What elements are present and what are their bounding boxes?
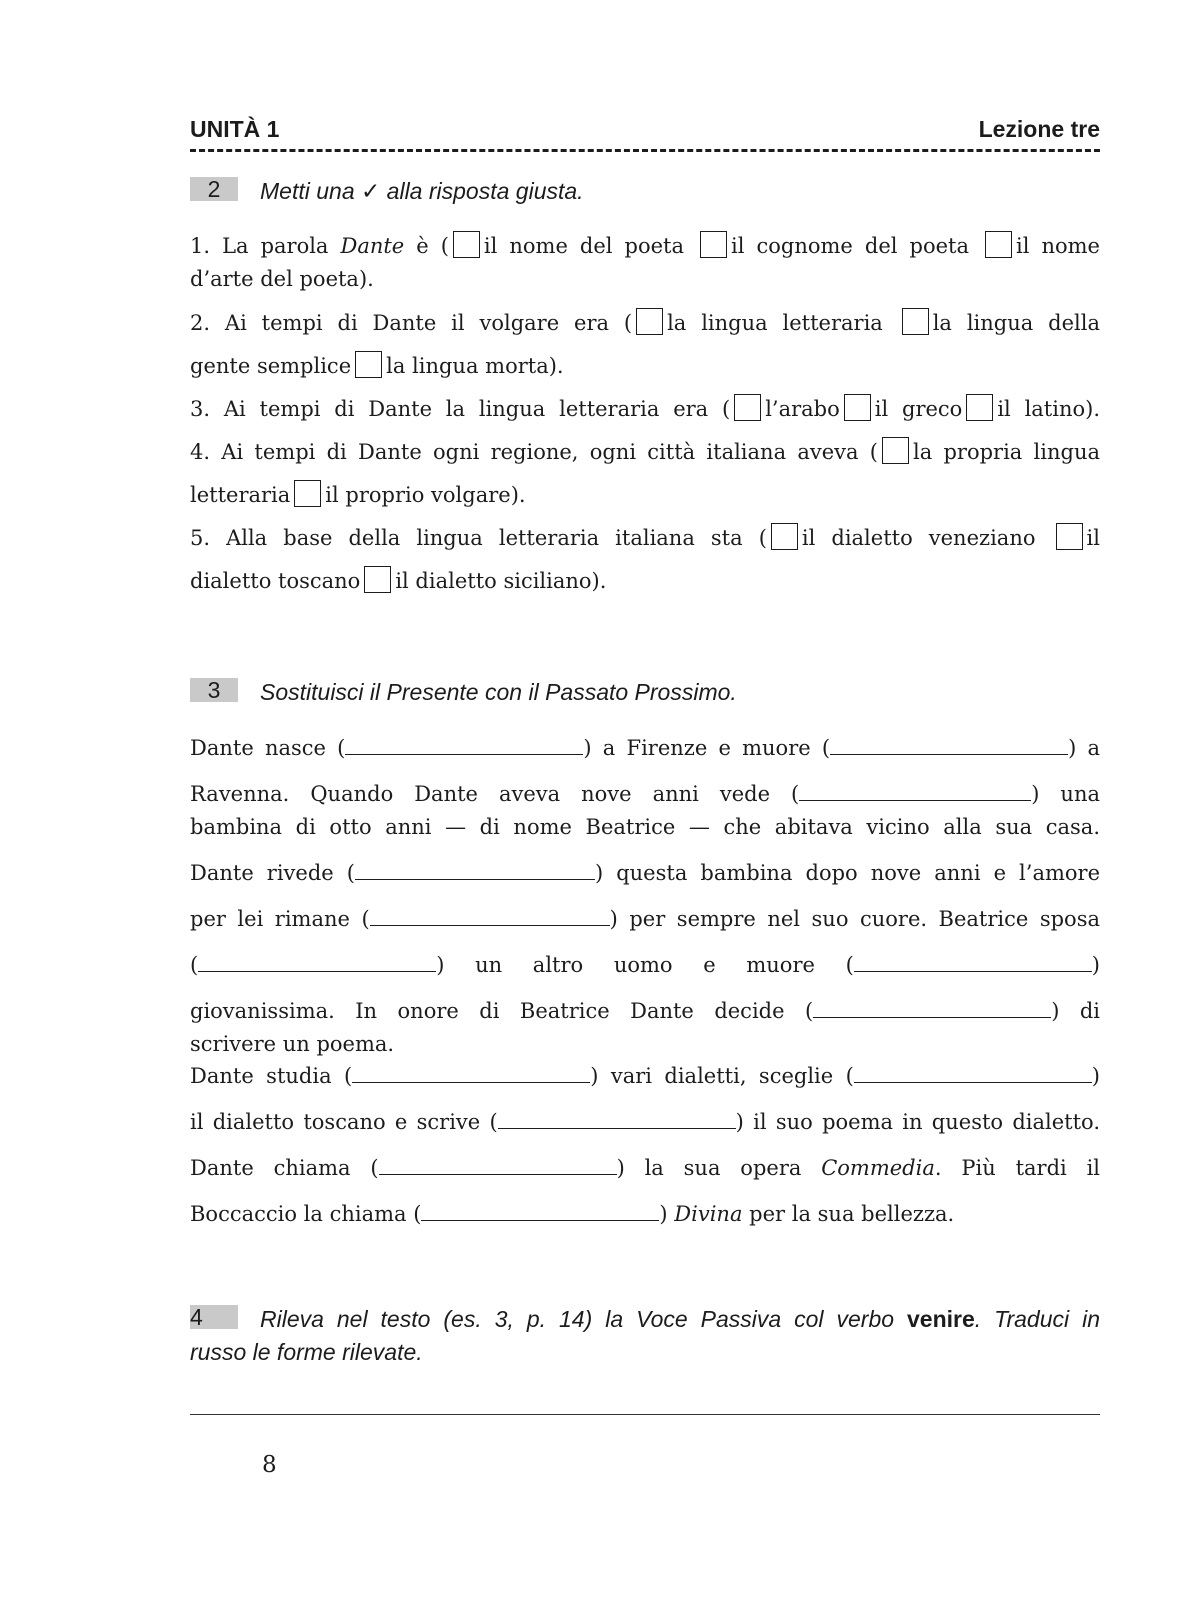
question-4-line-2: letteraria il proprio volgare). bbox=[190, 479, 1100, 512]
text-line-10: il dialetto toscano e scrive ( ) il suo poema in questo dialetto. bbox=[190, 1110, 1100, 1134]
answer-checkbox[interactable] bbox=[902, 308, 929, 335]
answer-blank[interactable] bbox=[355, 859, 595, 880]
text-line-2: Ravenna. Quando Dante aveva nove anni vede ( ) una bbox=[190, 782, 1100, 806]
answer-checkbox[interactable] bbox=[364, 566, 391, 593]
answer-checkbox[interactable] bbox=[844, 394, 871, 421]
unit-title: UNITÀ 1 bbox=[190, 116, 280, 142]
answer-blank[interactable] bbox=[379, 1154, 617, 1175]
text-line-7: giovanissima. In onore di Beatrice Dante decide ( ) di bbox=[190, 999, 1100, 1023]
answer-checkbox[interactable] bbox=[636, 308, 663, 335]
question-3: 3. Ai tempi di Dante la lingua letteraria era ( l’arabo il greco il latino). bbox=[190, 393, 1100, 426]
answer-blank[interactable] bbox=[854, 1062, 1092, 1083]
question-1-line-1: 1. La parola Dante è ( il nome del poeta il cognome del poeta il nome bbox=[190, 230, 1100, 263]
answer-checkbox[interactable] bbox=[1056, 523, 1083, 550]
answer-checkbox[interactable] bbox=[294, 480, 321, 507]
exercise-3-title: 3 Sostituisci il Presente con il Passato Prossimo. bbox=[190, 675, 1100, 709]
answer-checkbox[interactable] bbox=[453, 231, 480, 258]
answer-blank[interactable] bbox=[854, 951, 1092, 972]
answer-checkbox[interactable] bbox=[985, 231, 1012, 258]
exercise-number-badge: 4 bbox=[190, 1305, 238, 1329]
question-5-line-2: dialetto toscano il dialetto siciliano). bbox=[190, 565, 1100, 598]
text-line-3: bambina di otto anni — di nome Beatrice — che abitava vicino alla sua casa. bbox=[190, 815, 1100, 839]
exercise-number-badge: 2 bbox=[190, 177, 238, 201]
question-2-line-2: gente semplice la lingua morta). bbox=[190, 350, 1100, 383]
answer-checkbox[interactable] bbox=[882, 437, 909, 464]
lesson-title: Lezione tre bbox=[978, 116, 1100, 142]
exercise-4-title-line-2: russo le forme rilevate. bbox=[190, 1339, 423, 1365]
question-4-line-1: 4. Ai tempi di Dante ogni regione, ogni città italiana aveva ( la propria lingua bbox=[190, 436, 1100, 469]
answer-blank[interactable] bbox=[370, 905, 610, 926]
text-line-12: Boccaccio la chiama ( ) Divina per la sua bellezza. bbox=[190, 1202, 955, 1226]
answer-checkbox[interactable] bbox=[355, 351, 382, 378]
answer-blank[interactable] bbox=[498, 1108, 736, 1129]
answer-blank[interactable] bbox=[813, 997, 1051, 1018]
answer-checkbox[interactable] bbox=[771, 523, 798, 550]
checkmark-icon: ✓ bbox=[361, 178, 381, 204]
exercise-number-badge: 3 bbox=[190, 678, 238, 702]
answer-blank[interactable] bbox=[421, 1200, 659, 1221]
answer-checkbox[interactable] bbox=[700, 231, 727, 258]
answer-checkbox[interactable] bbox=[966, 394, 993, 421]
text-line-11: Dante chiama ( ) la sua opera Commedia. Più tardi il bbox=[190, 1156, 1101, 1180]
text-line-6: ( ) un altro uomo e muore ( ) bbox=[190, 953, 1100, 977]
text-line-4: Dante rivede ( ) questa bambina dopo nove anni e l’amore bbox=[190, 861, 1100, 885]
answer-blank[interactable] bbox=[352, 1062, 590, 1083]
answer-blank[interactable] bbox=[799, 780, 1031, 801]
exercise-2-title: 2 Metti una ✓ alla risposta giusta. bbox=[190, 174, 1100, 208]
question-5-line-1: 5. Alla base della lingua letteraria italiana sta ( il dialetto veneziano il bbox=[190, 522, 1100, 555]
question-1-line-2: d’arte del poeta). bbox=[190, 267, 374, 291]
answer-blank[interactable] bbox=[198, 951, 436, 972]
footer-rule bbox=[190, 1414, 1100, 1415]
answer-blank[interactable] bbox=[345, 734, 583, 755]
text-line-5: per lei rimane ( ) per sempre nel suo cuore. Beatrice sposa bbox=[190, 907, 1100, 931]
header-dashed-rule bbox=[190, 149, 1100, 152]
exercise-4-title: 4 Rileva nel testo (es. 3, p. 14) la Voce Passiva col verbo venire. Traduci in bbox=[190, 1304, 1100, 1332]
text-line-9: Dante studia ( ) vari dialetti, sceglie ( ) bbox=[190, 1064, 1100, 1088]
answer-blank[interactable] bbox=[830, 734, 1068, 755]
text-line-8: scrivere un poema. bbox=[190, 1032, 395, 1056]
text-line-1: Dante nasce ( ) a Firenze e muore ( ) a bbox=[190, 736, 1100, 760]
page-header bbox=[190, 116, 1100, 156]
question-2-line-1: 2. Ai tempi di Dante il volgare era ( la lingua letteraria la lingua della bbox=[190, 307, 1100, 340]
answer-checkbox[interactable] bbox=[734, 394, 761, 421]
page-number: 8 bbox=[262, 1452, 277, 1478]
